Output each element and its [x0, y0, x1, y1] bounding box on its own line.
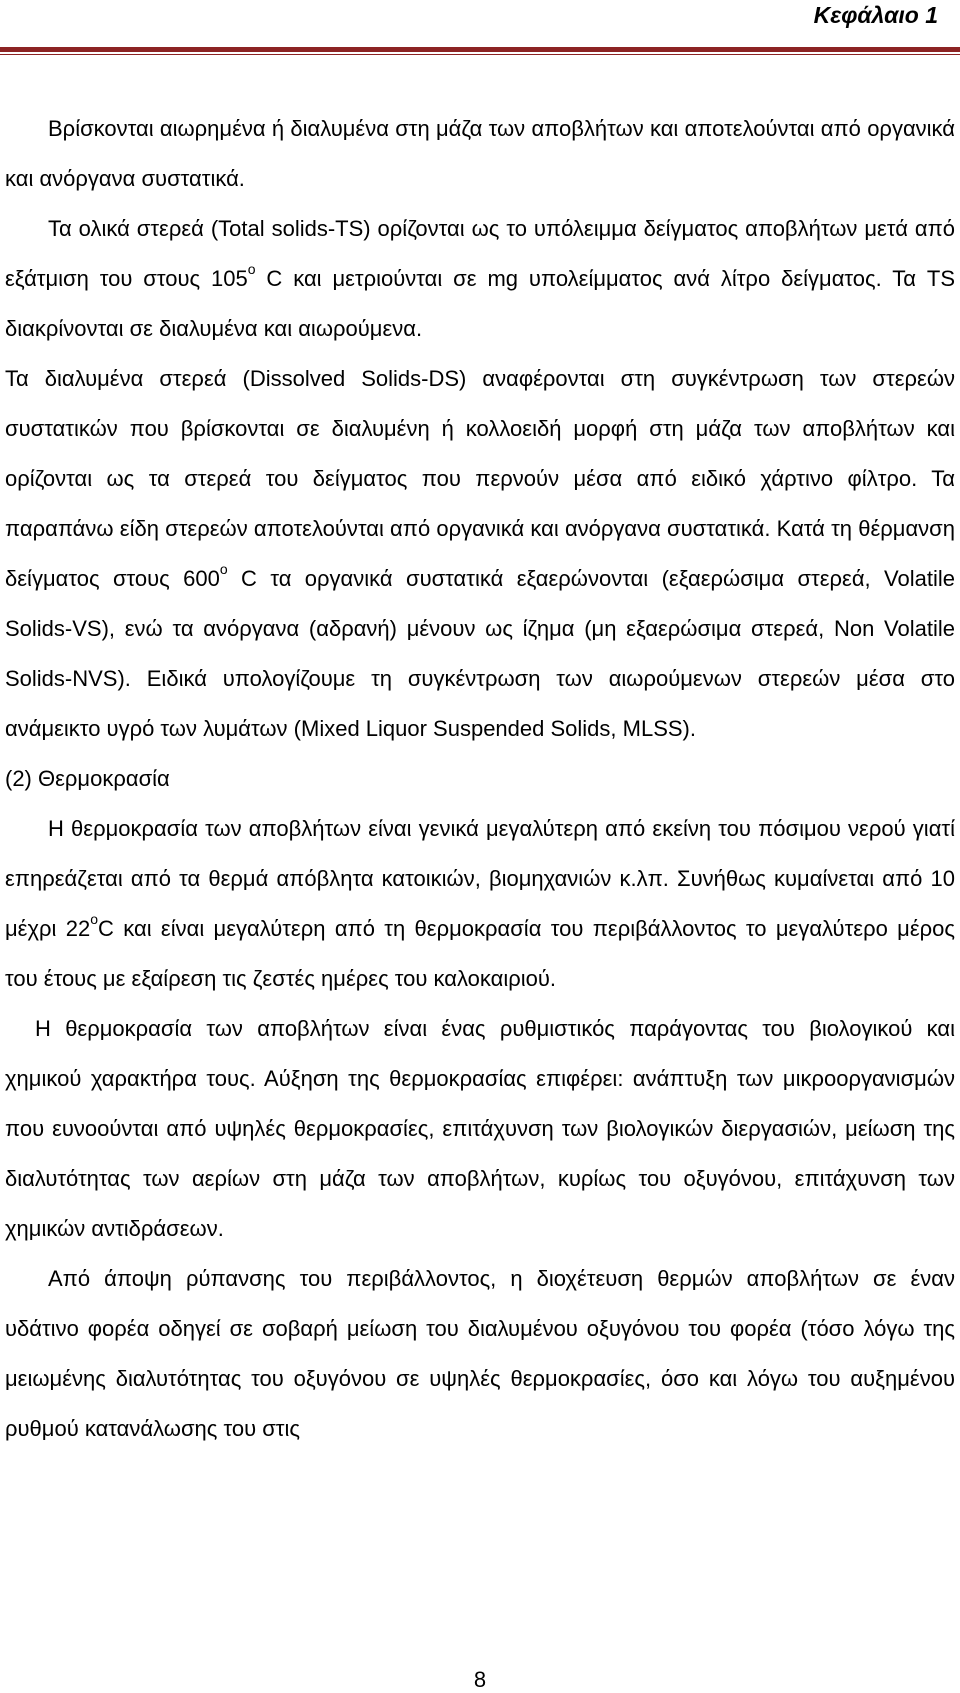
paragraph: Βρίσκονται αιωρημένα ή διαλυμένα στη μάζα των αποβλήτων και αποτελούνται από οργανικά και ανόργανα συστατικά.: [5, 116, 955, 191]
chapter-header: Κεφάλαιο 1: [813, 2, 938, 28]
text-run: C και είναι μεγαλύτερη από τη θερμοκρασία του περιβάλλοντος το μεγαλύτερο μέρος του έτους με εξαίρεση τις ζεστές ημέρες του καλοκαιριού.: [5, 916, 955, 991]
text-run: Τα ολικά στερεά (Total solids-TS) ορίζονται ως το υπόλειμμα δείγματος αποβλήτων μετά από εξάτμιση του στους 105: [5, 216, 955, 291]
degree-superscript: ο: [219, 561, 228, 577]
page-number: 8: [473, 1667, 487, 1692]
header-rule-thick: [0, 47, 960, 52]
paragraph: Από άποψη ρύπανσης του περιβάλλοντος, η διοχέτευση θερμών αποβλήτων σε έναν υδάτινο φορέα οδηγεί σε σοβαρή μείωση του διαλυμένου οξυγόνου του φορέα (τόσο λόγω της μειωμένης διαλυτότητας του οξυγόνου σε υψηλές θερμοκρασίες, όσο και λόγω του αυξημένου ρυθμού κατανάλωσης του στις: [5, 1266, 955, 1441]
text-run: C και μετριούνται σε mg υπολείμματος ανά λίτρο δείγματος. Τα TS διακρίνονται σε διαλυμένα και αιωρούμενα.: [5, 266, 955, 341]
degree-superscript: ο: [247, 261, 256, 277]
header-rule-thin: [0, 54, 960, 55]
paragraph: [5, 804, 955, 1004]
page-body: [5, 104, 955, 1454]
paragraph: Η θερμοκρασία των αποβλήτων είναι ένας ρυθμιστικός παράγοντας του βιολογικού και χημικού χαρακτήρα τους. Αύξηση της θερμοκρασίας επιφέρει: ανάπτυξη των μικροοργανισμών που ευνοούνται από υψηλές θερμοκρασίες, επιτάχυνση των βιολογικών διεργασιών, μείωση της διαλυτότητας των αερίων στη μάζα των αποβλήτων, κυρίως του οξυγόνου, επιτάχυνση των χημικών αντιδράσεων.: [5, 1016, 955, 1241]
text-run: Η θερμοκρασία των αποβλήτων είναι γενικά μεγαλύτερη από εκείνη του πόσιμου νερού γιατί επηρεάζεται από τα θερμά απόβλητα κατοικιών, βιομηχανιών κ.λπ. Συνήθως κυμαίνεται από 10 μέχρι 22: [5, 816, 955, 941]
section-heading: (2) Θερμοκρασία: [5, 766, 170, 791]
paragraph: [5, 204, 955, 354]
paragraph: [5, 354, 955, 754]
degree-superscript: ο: [90, 911, 99, 927]
text-run: Τα διαλυμένα στερεά (Dissolved Solids-DS) αναφέρονται στη συγκέντρωση των στερεών συστατικών που βρίσκονται σε διαλυμένη ή κολλοειδή μορφή στη μάζα των αποβλήτων και ορίζονται ως τα στερεά του δείγματος που περνούν μέσα από ειδικό χάρτινο φίλτρο. Τα παραπάνω είδη στερεών αποτελούνται από οργανικά και ανόργανα συστατικά. Κατά τη θέρμανση δείγματος στους 600: [5, 366, 955, 591]
text-run: C τα οργανικά συστατικά εξαερώνονται (εξαερώσιμα στερεά, Volatile Solids-VS), ενώ τα ανόργανα (αδρανή) μένουν ως ίζημα (μη εξαερώσιμα στερεά, Non Volatile Solids-NVS). Ειδικά υπολογίζουμε τη συγκέντρωση των αιωρούμενων στερεών μέσα στο ανάμεικτο υγρό των λυμάτων (Mixed Liquor Suspended Solids, MLSS).: [5, 566, 955, 741]
